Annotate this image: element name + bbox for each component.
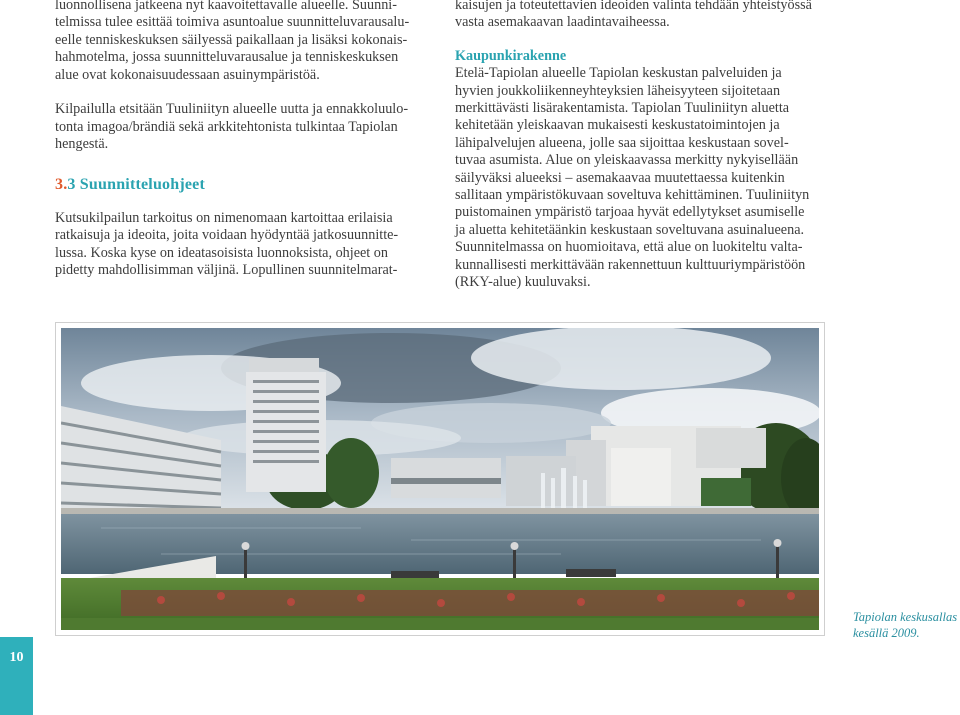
text-line: alue ovat kokonaisuudessaan asuinympäristöä. <box>55 66 320 83</box>
text-line: Suunnitelmassa on huomioitava, että alue on luokiteltu valta- <box>455 239 803 256</box>
text-line: sallitaan ympäristökuvaan soveltuva kehittäminen. Tuuliniityn <box>455 187 810 204</box>
text-line: Kutsukilpailun tarkoitus on nimenomaan kartoittaa erilaisia <box>55 210 393 227</box>
text-line: Kilpailulla etsitään Tuuliniityn alueelle uutta ja ennakkoluulo- <box>55 101 409 118</box>
section-heading <box>55 176 427 193</box>
text-line: telmissa tulee esittää toimiva asuntoalue suunnitteluvarausalu- <box>55 14 410 31</box>
page-number: 10 <box>9 650 24 665</box>
text-line: Etelä-Tapiolan alueelle Tapiolan keskustan palveluiden ja <box>455 65 782 82</box>
text-line: ratkaisuja ja ideoita, joita voidaan hyödyntää jatkosuunnitte- <box>55 227 399 244</box>
photo-illustration <box>61 328 819 630</box>
page-number-tab <box>0 637 33 715</box>
text-line: hahmotelma, jossa suunnitteluvarausalue ja tenniskeskuksen <box>55 49 399 66</box>
text-line: eelle tenniskeskuksen säilyessä paikallaan ja lisäksi kokonais- <box>55 31 408 48</box>
text-line: pidetty mahdollisimman väljinä. Lopullinen suunnitelmarat- <box>55 262 398 279</box>
text-line: tuvaa asumista. Alue on yleiskaavassa merkitty nykyisellään <box>455 152 799 169</box>
text-line: kehitetään yleiskaavan mukaisesti keskustatoimintojen ja <box>455 117 780 134</box>
left-paragraph-3 <box>55 210 427 280</box>
right-paragraph-1 <box>455 0 835 32</box>
caption-line: kesällä 2009. <box>853 625 920 640</box>
text-line: luonnollisena jatkeena nyt kaavoitettavalle alueelle. Suunni- <box>55 0 397 13</box>
section-number: 3. <box>55 175 68 193</box>
text-line: lussa. Koska kyse on ideatasoisista luonnoksista, ohjeet on <box>55 244 388 261</box>
text-line: ja aluetta kehitetäänkin keskustaan soveltuvana asuinalueena. <box>455 221 805 238</box>
text-line: hyvien joukkoliikenneyhteyksien läheisyyteen sijoitetaan <box>455 82 781 99</box>
text-line: puistomainen ympäristö tarjoaa hyvät edellytykset asumiselle <box>455 204 805 221</box>
section-title: 3 Suunnitteluohjeet <box>67 175 206 193</box>
text-line: kunnallisesti merkittävään rakennettuun kulttuuriympäristöön <box>455 256 806 273</box>
text-line: kaisujen ja toteutettavien ideoiden valinta tehdään yhteistyössä <box>455 0 812 13</box>
photo-tapiola-pool <box>61 328 819 630</box>
left-paragraph-2 <box>55 101 427 153</box>
text-line: merkittävästi lisärakentamista. Tapiolan Tuuliniityn aluetta <box>455 100 790 117</box>
text-line: (RKY-alue) kuuluvaksi. <box>455 274 591 291</box>
text-line: tonta imagoa/brändiä sekä arkkitehtonista tulkintaa Tapiolan <box>55 118 398 135</box>
caption-line: Tapiolan keskusallas <box>853 610 958 624</box>
text-line: hengestä. <box>55 136 109 153</box>
photo-caption <box>853 610 960 641</box>
right-text-column <box>455 0 835 292</box>
text-line: lähipalvelujen alueena, jolle saa sijoittaa keskustaan sovel- <box>455 134 789 151</box>
subheading-kaupunkirakenne: Kaupunkirakenne <box>455 47 567 64</box>
photo-frame <box>55 322 825 636</box>
left-text-column <box>55 0 427 280</box>
text-line: vasta asemakaavan laadintavaiheessa. <box>455 14 670 31</box>
text-line: säilyväksi alueeksi – asemakaavaa muutettaessa kuitenkin <box>455 169 785 186</box>
right-paragraph-2 <box>455 65 835 291</box>
left-paragraph-1 <box>55 0 427 84</box>
